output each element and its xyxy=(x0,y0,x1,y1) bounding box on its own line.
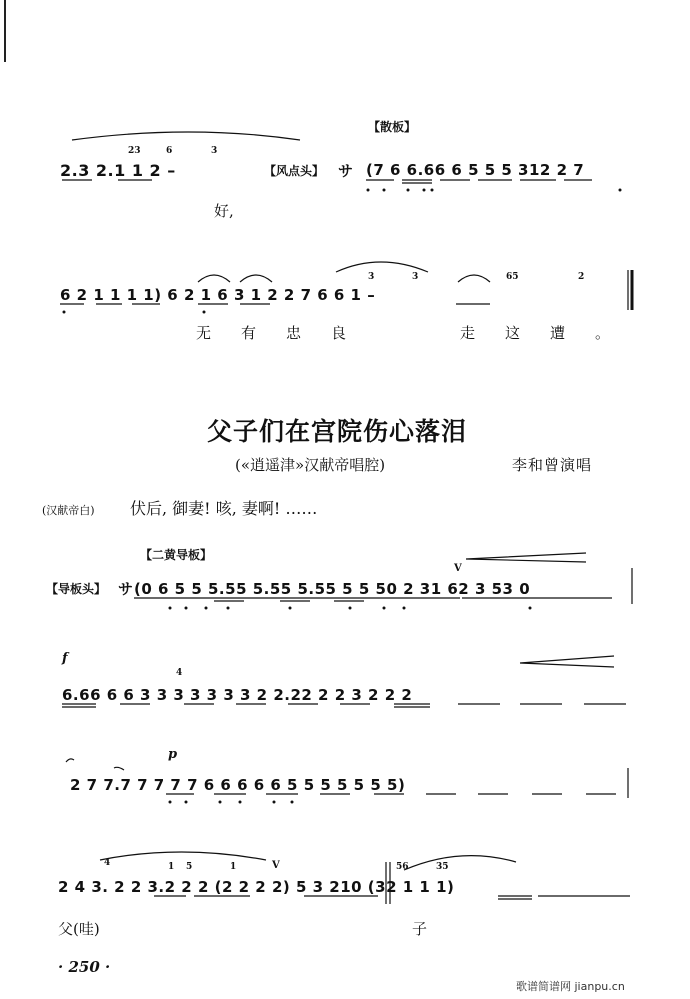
grace-note: 65 xyxy=(506,272,519,282)
grace-note: 3 xyxy=(211,146,218,156)
dialogue-role: (汉献帝白) xyxy=(42,504,95,517)
lyric-row4-b: 子 xyxy=(412,920,428,938)
grace-note: 4 xyxy=(176,668,183,678)
lyrics-row2-b: 走这遭。 xyxy=(460,324,641,342)
grace-note: 6 xyxy=(166,146,173,156)
marking-erhuang-daoban: 【二黄导板】 xyxy=(140,548,213,562)
breath-mark: V xyxy=(272,860,280,871)
breath-mark: V xyxy=(454,563,462,574)
free-meter-symbol: サ xyxy=(118,580,134,598)
notes-section2-row1: (0 6 5 5 5.55 5.55 5.55 5 5 50 2 31 62 3 53 0 xyxy=(134,580,531,598)
lyric-row4-a: 父(哇) xyxy=(58,920,100,938)
marking-sanban: 【散板】 xyxy=(368,120,417,134)
notes-row1-main: (7 6 6.66 6 5 5 5 312 2 7 xyxy=(366,161,585,179)
dynamic-piano: p xyxy=(168,747,178,762)
song-subtitle: («逍遥津»汉献帝唱腔) xyxy=(235,456,386,474)
watermark: 歌谱简谱网 jianpu.cn xyxy=(516,980,625,993)
grace-note: 1 xyxy=(230,862,237,872)
grace-note: 23 xyxy=(128,146,141,156)
lyrics-row2-a: 无有忠良 xyxy=(196,324,377,342)
notes-section2-row4: 2 4 3. 2 2 3.2 2 2 (2 2 2 2) 5 3 210 (32 1 1 1) xyxy=(58,878,455,896)
notes-section2-row3: 2 7 7.7 7 7 7 7 6 6 6 6 6 5 5 5 5 5 5 5) xyxy=(70,776,406,794)
singer-credit: 李和曾演唱 xyxy=(512,456,593,474)
notes-section2-row2: 6.66 6 6 3 3 3 3 3 3 3 2 2.22 2 2 3 2 2 2 xyxy=(62,686,413,704)
grace-note: 3 xyxy=(412,272,419,282)
lyric-row1: 好, xyxy=(214,202,234,220)
grace-note: 1 xyxy=(168,862,175,872)
grace-note: 5 xyxy=(186,862,193,872)
grace-note: 56 xyxy=(396,862,409,872)
dynamic-forte: f xyxy=(62,651,68,666)
grace-note: 35 xyxy=(436,862,449,872)
song-title: 父子们在宫院伤心落泪 xyxy=(207,417,468,446)
dialogue-text: 伏后, 御妻! 咳, 妻啊! …… xyxy=(130,499,318,518)
grace-note: 2 xyxy=(578,272,585,282)
binding-edge xyxy=(4,0,6,62)
notes-row2: 6 2 1 1 1 1) 6 2 1 6 3 1 2 2 7 6 6 1 – xyxy=(60,286,376,304)
notes-row1-pre: 2.3 2.1 1 2 – xyxy=(60,161,176,180)
page-number: · 250 · xyxy=(58,958,111,976)
grace-note: 3 xyxy=(368,272,375,282)
marking-fengdiantou: 【风点头】 xyxy=(264,164,325,178)
free-meter-symbol: サ xyxy=(338,162,354,180)
marking-daobantou: 【导板头】 xyxy=(46,582,107,596)
grace-note: 4 xyxy=(104,858,111,868)
